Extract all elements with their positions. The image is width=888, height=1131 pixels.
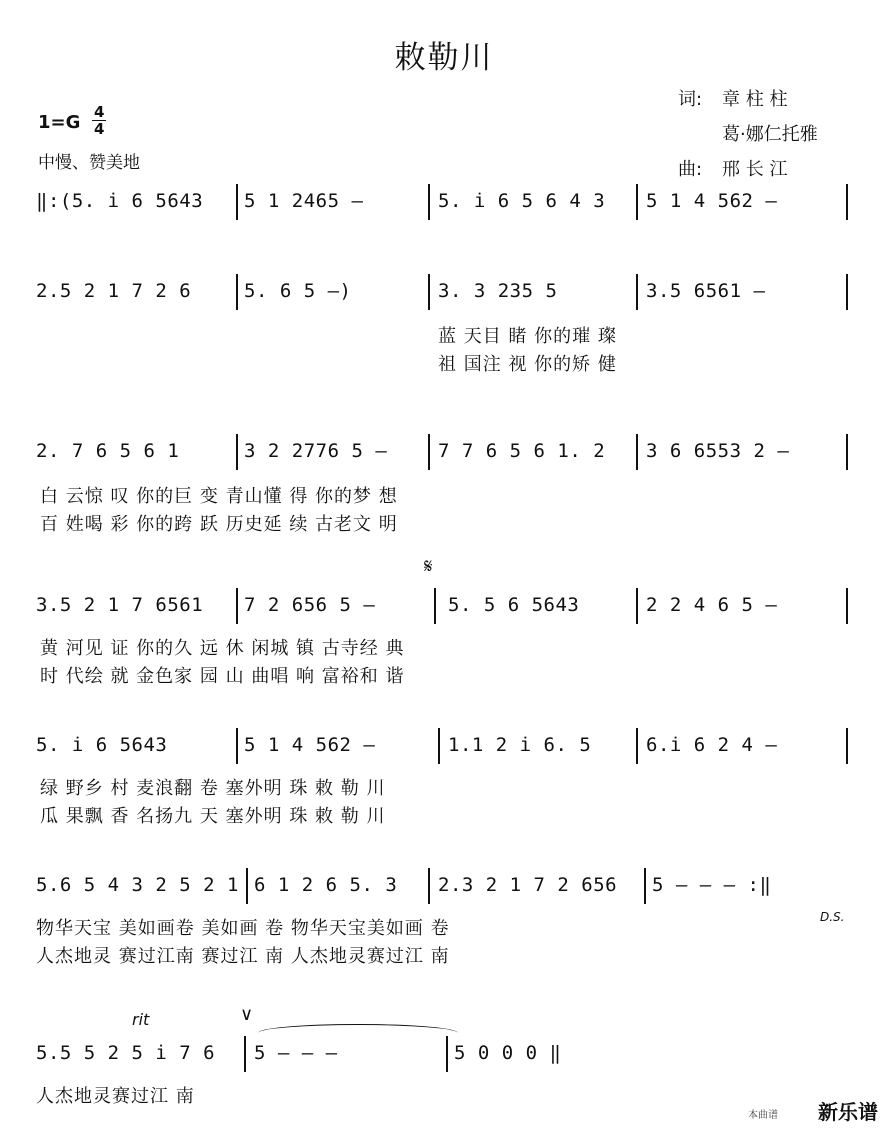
measure: 5. i̇ 6 5 6 4 3: [438, 190, 606, 212]
barline: [236, 588, 238, 624]
barline: [846, 728, 848, 764]
measure: 2.3 2 1 7 2 656: [438, 874, 618, 896]
segno-mark: 𝄋: [424, 554, 433, 578]
barline: [846, 184, 848, 220]
measure: 6.i̇ 6 2 4 –: [646, 734, 778, 756]
barline: [236, 184, 238, 220]
staff-row-1: [0, 190, 888, 230]
lyrics-row-2-v2: 祖 国注 视 你的矫 健: [438, 354, 617, 375]
key-signature: 1=G: [38, 112, 81, 133]
barline: [428, 184, 430, 220]
lyrics-row-4-v2: 时 代绘 就 金色家 园 山 曲唱 响 富裕和 谐: [40, 666, 405, 687]
meter-top: 4: [94, 103, 105, 121]
credits: [678, 82, 818, 187]
music-label: 曲:: [678, 159, 703, 180]
barline: [846, 588, 848, 624]
barline: [644, 868, 646, 904]
barline: [428, 274, 430, 310]
barline: [446, 1036, 448, 1072]
measure: 7 2 656 5 –: [244, 594, 376, 616]
lyrics-row-6-v2: 人杰地灵 赛过江南 赛过江 南 人杰地灵赛过江 南: [36, 946, 450, 967]
barline: [846, 434, 848, 470]
barline: [636, 274, 638, 310]
barline: [428, 868, 430, 904]
watermark-brand: 新乐谱: [818, 1100, 878, 1124]
measure: 5 – – –: [254, 1042, 338, 1064]
barline: [236, 274, 238, 310]
staff-row-6: [0, 874, 888, 914]
measure: 5 0 0 0 ‖: [454, 1042, 562, 1064]
measure: 5.5 5 2 5 i̇ 7 6: [36, 1042, 216, 1064]
lyrics-row-5-v2: 瓜 果飘 香 名扬九 天 塞外明 珠 敕 勒 川: [40, 806, 386, 827]
barline: [846, 274, 848, 310]
measure: 6 1 2 6 5. 3: [254, 874, 398, 896]
measure: 7 7 6 5 6 1. 2: [438, 440, 606, 462]
page-title: 敕勒川: [394, 40, 494, 76]
barline: [636, 728, 638, 764]
lyrics-row-5-v1: 绿 野乡 村 麦浪翻 卷 塞外明 珠 敕 勒 川: [40, 778, 386, 799]
lyrics-row-7-v1: 人杰地灵赛过江 南: [36, 1086, 195, 1107]
measure: 1.1 2 i̇ 6. 5: [448, 734, 592, 756]
meter-bottom: 4: [94, 120, 105, 138]
rit-mark: rit: [132, 1010, 150, 1029]
barline: [636, 434, 638, 470]
lyrics-row-2-v1: 蓝 天目 睹 你的璀 璨: [438, 326, 617, 347]
measure: ‖:(5. i̇ 6 5643: [36, 190, 204, 212]
measure: 5 – – – :‖: [652, 874, 772, 896]
lyrics-row-3-v2: 百 姓喝 彩 你的跨 跃 历史延 续 古老文 明: [40, 514, 398, 535]
staff-row-3: [0, 440, 888, 480]
measure: 3 6 6553 2 –: [646, 440, 790, 462]
lyricist-1: 章 柱 柱: [722, 89, 788, 110]
measure: 2. 7 6 5 6 1: [36, 440, 180, 462]
tie-arc: [258, 1024, 458, 1033]
lyrics-row-3-v1: 白 云惊 叹 你的巨 变 青山懂 得 你的梦 想: [40, 486, 398, 507]
measure: 3.5 2 1 7 6561: [36, 594, 204, 616]
measure: 2.5 2 1 7 2 6: [36, 280, 192, 302]
staff-row-4: [0, 594, 888, 634]
barline: [428, 434, 430, 470]
tempo-marking: 中慢、赞美地: [38, 153, 140, 173]
measure: 3 2 2776 5 –: [244, 440, 388, 462]
measure: 2 2 4 6 5 –: [646, 594, 778, 616]
staff-row-5: [0, 734, 888, 774]
measure: 3.5 6561 –: [646, 280, 766, 302]
ds-mark: D.S.: [820, 910, 845, 924]
barline: [636, 588, 638, 624]
measure: 5 1 4 562 –: [244, 734, 376, 756]
staff-row-7: [0, 1042, 888, 1082]
watermark-prefix: 本曲谱: [748, 1110, 778, 1121]
barline: [244, 1036, 246, 1072]
barline: [636, 184, 638, 220]
barline: [434, 588, 436, 624]
measure: 5.6 5 4 3 2 5 2 1: [36, 874, 239, 896]
lyrics-label: 词:: [678, 89, 703, 110]
measure: 5. 6 5 –): [244, 280, 352, 302]
lyricist-2: 葛·娜仁托雅: [722, 124, 818, 145]
lyrics-row-4-v1: 黄 河见 证 你的久 远 休 闲城 镇 古寺经 典: [40, 638, 405, 659]
measure: 5. 5 6 5643: [448, 594, 580, 616]
breath-mark: ∨: [240, 1004, 254, 1025]
staff-row-2: [0, 280, 888, 320]
measure: 3. 3 235 5: [438, 280, 558, 302]
measure: 5 1 4 562 –: [646, 190, 778, 212]
barline: [438, 728, 440, 764]
measure: 5. i̇ 6 5643: [36, 734, 168, 756]
barline: [246, 868, 248, 904]
barline: [236, 728, 238, 764]
time-signature: [92, 104, 106, 137]
composer: 邢 长 江: [722, 159, 788, 180]
lyrics-row-6-v1: 物华天宝 美如画卷 美如画 卷 物华天宝美如画 卷: [36, 918, 450, 939]
barline: [236, 434, 238, 470]
measure: 5 1 2465 –: [244, 190, 364, 212]
